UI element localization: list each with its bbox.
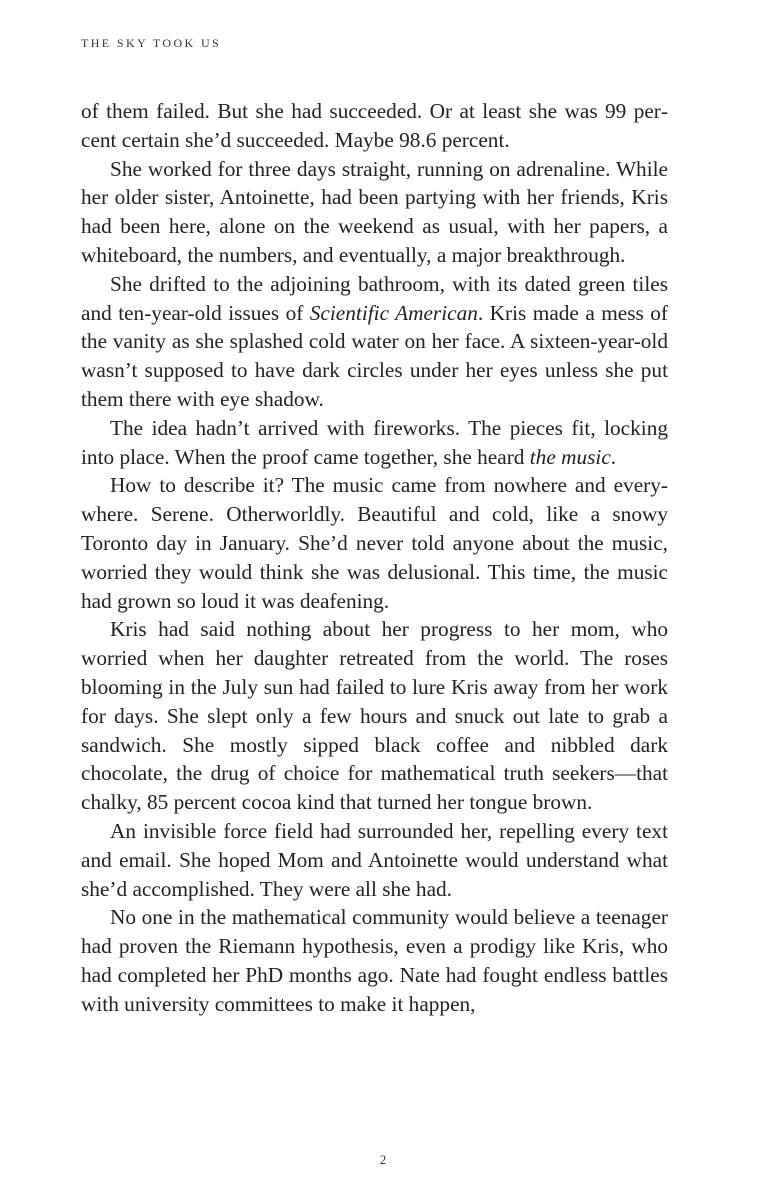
paragraph-4 — [81, 414, 668, 472]
text-segment: No one in the mathematical community would believe a teenager had proven the Riemann hypothesis, even a prodigy like Kris, who had completed her PhD months ago. Nate had fought endless battles with university committees to make it happen, — [81, 905, 668, 1016]
text-segment: An invisible force field had surrounded her, repelling every text and email. She hoped Mom and Antoinette would understand what she’d accomplished. They were all she had. — [81, 818, 668, 901]
text-segment: How to describe it? The music came from nowhere and everywhere. Serene. Otherworldly. Beautiful and cold, like a snowy Toronto day in January. She’d never told anyone about the music, worried they would think she was delusional. This time, the music had grown so loud it was deafening. — [81, 473, 668, 613]
paragraph-2 — [81, 155, 668, 270]
italic-title: Scientific American — [309, 300, 478, 325]
text-segment: of them failed. But she had succeeded. Or at least she was 99 percent certain she’d succeeded. Maybe 98.6 percent. — [81, 99, 668, 152]
text-segment: She worked for three days straight, running on adrenaline. While her older sister, Antoinette, had been partying with her friends, Kris had been here, alone on the weekend as usual, with her papers, a whiteboard, the numbers, and eventually, a major breakthrough. — [81, 156, 668, 267]
text-segment: . Kris made a mess of the vanity as she splashed cold water on her face. A sixteen-year-old wasn’t supposed to have dark circles under her eyes unless she put them there with eye shadow. — [81, 300, 668, 411]
text-segment: The idea hadn’t arrived with fireworks. The pieces fit, locking into place. When the proof came together, she heard — [81, 415, 668, 469]
running-head: THE SKY TOOK US — [81, 36, 222, 50]
page-number: 2 — [379, 1152, 387, 1167]
paragraph-8 — [81, 903, 668, 1018]
text-segment: She drifted to the adjoining bathroom, with its dated green tiles and ten-year-old issues of — [81, 271, 668, 325]
paragraph-3 — [81, 270, 668, 414]
text-segment: Kris had said nothing about her progress to her mom, who worried when her daughter retreated from the world. The roses blooming in the July sun had failed to lure Kris away from her work for days. She slept only a few hours and snuck out late to grab a sandwich. She mostly sipped black coffee and nibbled dark chocolate, the drug of choice for mathematical truth seekers—that chalky, 85 percent cocoa kind that turned her tongue brown. — [81, 617, 668, 815]
text-segment: . — [610, 444, 617, 469]
paragraph-1 — [81, 97, 668, 155]
paragraph-7 — [81, 817, 668, 903]
paragraph-6 — [81, 615, 668, 817]
italic-phrase: the music — [529, 444, 611, 469]
body-text — [81, 97, 668, 1019]
paragraph-5 — [81, 471, 668, 615]
